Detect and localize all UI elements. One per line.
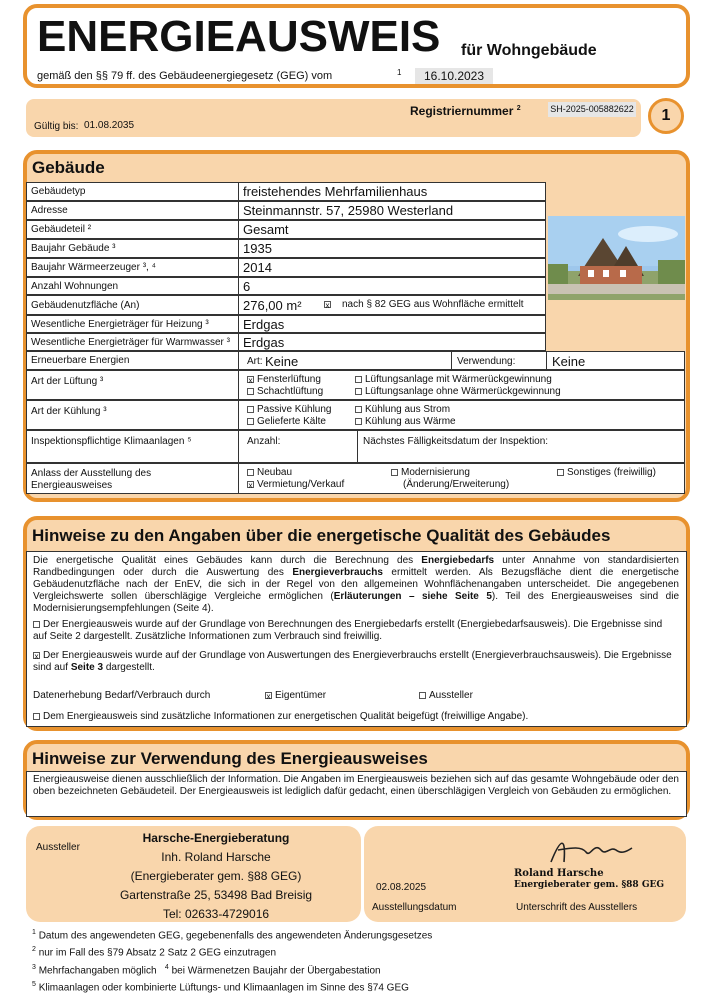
building-row-value: Erdgas bbox=[243, 334, 285, 350]
data-owner: x Eigentümer bbox=[266, 690, 327, 701]
ventilation-label: Art der Lüftung ³ bbox=[27, 371, 239, 399]
ac-label: Inspektionspflichtige Klimaanlagen ⁵ bbox=[27, 431, 239, 462]
valid-until-label: Gültig bis: bbox=[34, 121, 79, 132]
building-row-label: Gebäudenutzfläche (An) bbox=[27, 296, 239, 314]
renewable-row bbox=[26, 351, 685, 370]
reason-opt-new: Neubau bbox=[247, 467, 292, 478]
building-photo bbox=[548, 216, 685, 300]
page-number-badge: 1 bbox=[648, 98, 684, 134]
signature-box bbox=[364, 826, 686, 922]
issuer-owner: Inh. Roland Harsche bbox=[161, 850, 271, 864]
ac-next-label: Nächstes Fälligkeitsdatum der Inspektion: bbox=[363, 436, 549, 447]
area-note: x nach § 82 GEG aus Wohnfläche ermittelt bbox=[325, 298, 524, 310]
building-row bbox=[26, 201, 546, 220]
signature-label: Unterschrift des Ausstellers bbox=[516, 902, 638, 913]
building-row-label: Anzahl Wohnungen bbox=[27, 278, 239, 294]
reason-opt-other: Sonstiges (freiwillig) bbox=[557, 467, 656, 478]
quality-title: Hinweise zu den Angaben über die energetische Qualität des Gebäudes bbox=[32, 526, 611, 545]
building-row-label: Baujahr Gebäude ³ bbox=[27, 240, 239, 257]
building-row-label: Wesentliche Energieträger für Warmwasser ³ bbox=[27, 334, 239, 350]
issuer-label: Aussteller bbox=[36, 842, 80, 853]
issuer-address: Gartenstraße 25, 53498 Bad Breisig bbox=[119, 888, 313, 902]
data-issuer: Aussteller bbox=[419, 690, 473, 701]
ventilation-row bbox=[26, 370, 685, 400]
footnote-2: $^2$ nur im Fall des §79 Absatz 2 Satz 2 GEG einzutragen bbox=[32, 946, 277, 959]
doc-subtitle: für Wohngebäude bbox=[461, 42, 597, 59]
legal-sup: 1 bbox=[397, 68, 402, 77]
building-row-label: Adresse bbox=[27, 202, 239, 219]
issuer-lines bbox=[106, 829, 326, 924]
demand-checkbox[interactable] bbox=[33, 621, 40, 628]
use-text: Energieausweise dienen ausschließlich der Information. Die Angaben im Energieausweis beziehen sich auf das gesamte Wohngebäude oder den oben bezeichneten Gebäudeteil. Der Energieausweis ist lediglich dafür gedacht, einen überschlägigen Vergleich von Gebäuden zu ermöglichen. bbox=[33, 774, 679, 797]
cool-opt-heat: Kühlung aus Wärme bbox=[355, 416, 456, 427]
cool-opt-passive: Passive Kühlung bbox=[247, 404, 332, 415]
building-row-label: Gebäudeteil ² bbox=[27, 221, 239, 238]
building-row-value: Gesamt bbox=[243, 222, 289, 237]
issuer-company: Harsche-Energieberatung bbox=[142, 831, 290, 845]
renewable-use-value: Keine bbox=[552, 354, 586, 369]
building-row bbox=[26, 315, 546, 333]
quality-body bbox=[26, 551, 687, 727]
vent-opt-without-recovery: Lüftungsanlage ohne Wärmerückgewinnung bbox=[355, 386, 561, 397]
ac-count-label: Anzahl: bbox=[247, 436, 281, 447]
vent-opt-shaft: Schachtlüftung bbox=[247, 386, 323, 397]
stamp-name: Roland Harsche bbox=[514, 868, 604, 879]
building-row-value: 2014 bbox=[243, 260, 272, 275]
building-row-label: Baujahr Wärmeerzeuger ³, ⁴ bbox=[27, 259, 239, 276]
house-photo-icon bbox=[548, 216, 685, 300]
consumption-checkbox[interactable]: x bbox=[34, 651, 39, 661]
reason-label: Anlass der Ausstellung des Energieausweises bbox=[27, 464, 239, 493]
footnote-5: $^5$ Klimaanlagen oder kombinierte Lüftungs- und Klimaanlagen im Sinne des §74 GEG bbox=[32, 980, 409, 994]
cooling-label: Art der Kühlung ³ bbox=[27, 401, 239, 429]
renewable-art-label: Art: bbox=[247, 356, 263, 367]
issuer-box bbox=[26, 826, 361, 922]
building-row bbox=[26, 239, 546, 258]
use-title: Hinweise zur Verwendung des Energieausweises bbox=[32, 749, 428, 768]
reason-opt-change: (Änderung/Erweiterung) bbox=[403, 479, 510, 490]
cool-opt-electric: Kühlung aus Strom bbox=[355, 404, 450, 415]
vent-opt-window: x Fensterlüftung bbox=[248, 374, 321, 385]
doc-title: ENERGIEAUSWEIS bbox=[37, 12, 441, 61]
building-row bbox=[26, 333, 546, 351]
valid-until-date: 01.08.2035 bbox=[84, 120, 135, 131]
legal-basis: gemäß den §§ 79 ff. des Gebäudeenergiegesetz (GEG) vom bbox=[37, 70, 333, 82]
registration-number: SH-2025-005882622 bbox=[548, 102, 636, 117]
header-box bbox=[23, 4, 690, 88]
renewable-use-label: Verwendung: bbox=[457, 356, 516, 367]
building-row-value: 1935 bbox=[243, 241, 272, 256]
reason-row bbox=[26, 463, 685, 494]
renewable-label: Erneuerbare Energien bbox=[27, 352, 239, 369]
building-row bbox=[26, 277, 546, 295]
building-row-value: Erdgas bbox=[243, 316, 285, 332]
issuer-role: (Energieberater gem. §88 GEG) bbox=[130, 869, 302, 883]
vent-opt-with-recovery: Lüftungsanlage mit Wärmerückgewinnung bbox=[355, 374, 552, 385]
footnotes bbox=[32, 926, 432, 995]
building-row bbox=[26, 258, 546, 277]
quality-option-demand: Der Energieausweis wurde auf der Grundlage von Berechnungen des Energiebedarfs erstellt (Energiebedarfsausweis). Die Ergebnisse sind auf Seite 2 dargestellt. Zusätzliche Informationen zum Verbrauch sind freiwillig. bbox=[33, 619, 663, 642]
cool-opt-delivered: Gelieferte Kälte bbox=[247, 416, 326, 427]
footnote-1: $^1$ Datum des angewendeten GEG, gegebenenfalls des angewendeten Änderungsgesetzes bbox=[32, 929, 433, 942]
building-row bbox=[26, 220, 546, 239]
issue-date: 02.08.2025 bbox=[376, 882, 427, 893]
building-title: Gebäude bbox=[32, 158, 105, 177]
registration-bar bbox=[26, 99, 641, 137]
use-body bbox=[26, 771, 687, 817]
quality-option-consumption: x Der Energieausweis wurde auf der Grundlage von Auswertungen des Energieverbrauchs erstellt (Energieverbrauchsausweis). Die Ergebnisse sind auf Seite 3 dargestellt. bbox=[33, 650, 672, 673]
area-note-checkbox[interactable]: x bbox=[325, 300, 330, 310]
data-collection-label: Datenerhebung Bedarf/Verbrauch durch bbox=[33, 690, 211, 701]
building-row-value: Steinmannstr. 57, 25980 Westerland bbox=[243, 203, 454, 218]
geg-date: 16.10.2023 bbox=[415, 68, 493, 84]
ac-row bbox=[26, 430, 685, 463]
extra-info: Dem Energieausweis sind zusätzliche Informationen zur energetischen Qualität beigefügt (freiwillige Angabe). bbox=[33, 711, 528, 722]
building-row bbox=[26, 182, 546, 201]
reason-opt-modern: Modernisierung bbox=[391, 467, 470, 478]
building-row-label: Gebäudetyp bbox=[27, 183, 239, 200]
issue-date-label: Ausstellungsdatum bbox=[372, 902, 457, 913]
building-row-label: Wesentliche Energieträger für Heizung ³ bbox=[27, 316, 239, 332]
signature-icon bbox=[546, 832, 636, 872]
reason-opt-rent: x Vermietung/Verkauf bbox=[248, 479, 345, 490]
renewable-art-value: Keine bbox=[265, 354, 299, 369]
cooling-row bbox=[26, 400, 685, 430]
registration-label: Registriernummer $^2$ bbox=[410, 104, 521, 118]
stamp-role: Energieberater gem. §88 GEG bbox=[514, 880, 665, 890]
building-row-value: 276,00 m² bbox=[243, 297, 302, 313]
building-row-value: 6 bbox=[243, 278, 251, 294]
building-row-value: freistehendes Mehrfamilienhaus bbox=[243, 184, 428, 199]
quality-intro: Die energetische Qualität eines Gebäudes kann durch die Berechnung des Energiebedarfs unter Annahme von standardisierten Randbedingungen oder durch die Auswertung des Energieverbrauchs ermittelt werden. Als Bezugsfläche dient die energetische Gebäudenutzfläche nach der EnEV, die sich in der Regel von den allgemeinen Wohnflächenangaben unterscheidet. Die angegebenen Vergleichswerte sollen überschlägige Vergleiche ermöglichen (Erläuterungen – siehe Seite 5). Teil des Energieausweises sind die Modernisierungsempfehlungen (Seite 4). bbox=[33, 555, 680, 614]
footnote-3-4: $^3$ Mehrfachangaben möglich $^4$ bei Wärmenetzen Baujahr der Übergabestation bbox=[32, 963, 381, 976]
issuer-phone: Tel: 02633-4729016 bbox=[162, 907, 270, 921]
